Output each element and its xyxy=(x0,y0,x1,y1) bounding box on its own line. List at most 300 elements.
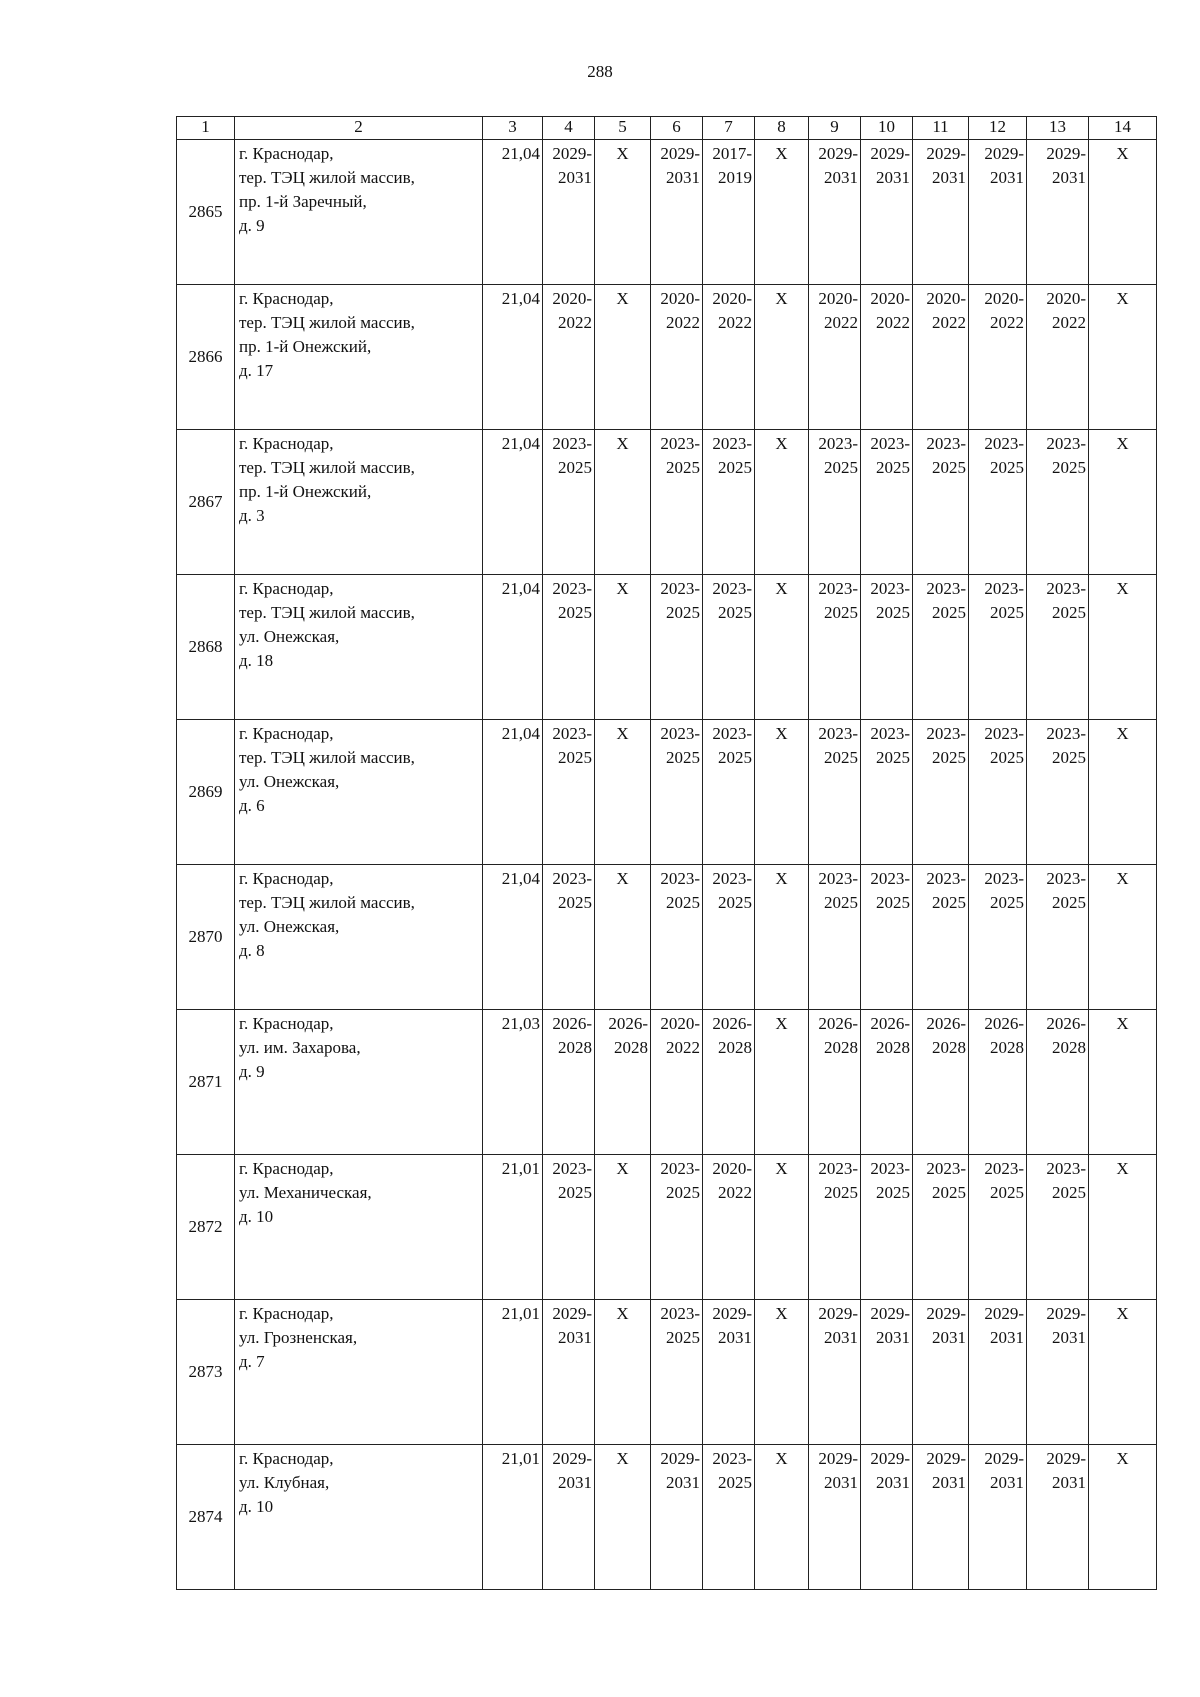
cell-line: 2023- xyxy=(984,434,1024,453)
area-cell: 21,01 xyxy=(483,1300,543,1445)
cell-c5 xyxy=(595,1010,651,1155)
cell-line: X xyxy=(616,144,629,163)
cell-line: 2025 xyxy=(666,748,700,767)
cell-line: 2025 xyxy=(876,603,910,622)
cell-c13 xyxy=(1027,285,1089,430)
cell-line: 2017- xyxy=(712,144,752,163)
cell-line: 2023- xyxy=(984,579,1024,598)
cell-c14 xyxy=(1089,140,1157,285)
area-cell: 21,04 xyxy=(483,720,543,865)
cell-c12 xyxy=(969,720,1027,865)
cell-line: 2031 xyxy=(990,1328,1024,1347)
address-line: д. 8 xyxy=(239,941,265,960)
table-row xyxy=(177,285,1157,430)
cell-c13 xyxy=(1027,1445,1089,1590)
cell-line: 2025 xyxy=(666,603,700,622)
row-number: 2873 xyxy=(177,1300,235,1445)
cell-line: 2031 xyxy=(558,1473,592,1492)
cell-c14 xyxy=(1089,1300,1157,1445)
cell-line: 2025 xyxy=(824,893,858,912)
address-line: г. Краснодар, xyxy=(239,1304,334,1323)
cell-line: 2031 xyxy=(666,168,700,187)
cell-line: 2029- xyxy=(552,1304,592,1323)
column-header-5: 5 xyxy=(595,117,651,140)
cell-line: 2029- xyxy=(1046,1304,1086,1323)
cell-line: 2023- xyxy=(818,434,858,453)
cell-c8 xyxy=(755,285,809,430)
cell-line: 2023- xyxy=(870,579,910,598)
area-cell: 21,03 xyxy=(483,1010,543,1155)
address-line: г. Краснодар, xyxy=(239,1014,334,1033)
area-cell: 21,04 xyxy=(483,285,543,430)
cell-line: 2029- xyxy=(926,1449,966,1468)
cell-line: 2025 xyxy=(824,748,858,767)
table-row xyxy=(177,720,1157,865)
cell-c5 xyxy=(595,720,651,865)
cell-c14 xyxy=(1089,1155,1157,1300)
cell-line: 2020- xyxy=(660,289,700,308)
cell-c7 xyxy=(703,140,755,285)
cell-line: 2026- xyxy=(818,1014,858,1033)
cell-c6 xyxy=(651,1300,703,1445)
cell-line: 2025 xyxy=(876,893,910,912)
cell-line: 2023- xyxy=(552,869,592,888)
cell-c5 xyxy=(595,865,651,1010)
cell-c6 xyxy=(651,1010,703,1155)
cell-c13 xyxy=(1027,720,1089,865)
cell-line: 2020- xyxy=(870,289,910,308)
address-line: тер. ТЭЦ жилой массив, xyxy=(239,168,415,187)
cell-c8 xyxy=(755,140,809,285)
cell-c8 xyxy=(755,430,809,575)
cell-c9 xyxy=(809,865,861,1010)
cell-c6 xyxy=(651,720,703,865)
table-row xyxy=(177,140,1157,285)
cell-line: 2031 xyxy=(558,1328,592,1347)
cell-line: 2020- xyxy=(660,1014,700,1033)
cell-line: 2025 xyxy=(932,748,966,767)
cell-c13 xyxy=(1027,1010,1089,1155)
address-line: пр. 1-й Онежский, xyxy=(239,337,372,356)
row-number: 2872 xyxy=(177,1155,235,1300)
address-line: г. Краснодар, xyxy=(239,869,334,888)
address-line: тер. ТЭЦ жилой массив, xyxy=(239,313,415,332)
cell-line: 2022 xyxy=(990,313,1024,332)
cell-line: 2031 xyxy=(876,1328,910,1347)
cell-line: 2025 xyxy=(666,1328,700,1347)
cell-line: 2022 xyxy=(666,313,700,332)
cell-line: 2022 xyxy=(558,313,592,332)
column-header-1: 1 xyxy=(177,117,235,140)
address-line: г. Краснодар, xyxy=(239,1449,334,1468)
column-header-12: 12 xyxy=(969,117,1027,140)
row-number: 2866 xyxy=(177,285,235,430)
cell-line: X xyxy=(616,434,629,453)
cell-line: 2025 xyxy=(558,1183,592,1202)
cell-line: 2031 xyxy=(1052,168,1086,187)
cell-line: 2025 xyxy=(718,748,752,767)
cell-line: 2020- xyxy=(818,289,858,308)
cell-c13 xyxy=(1027,430,1089,575)
address-line: д. 9 xyxy=(239,1062,265,1081)
cell-line: 2020- xyxy=(926,289,966,308)
address-line: д. 17 xyxy=(239,361,274,380)
column-header-13: 13 xyxy=(1027,117,1089,140)
address-line: ул. Клубная, xyxy=(239,1473,330,1492)
address-cell xyxy=(235,140,483,285)
cell-c7 xyxy=(703,865,755,1010)
cell-line: X xyxy=(1116,869,1129,888)
cell-line: X xyxy=(616,289,629,308)
cell-line: 2031 xyxy=(932,168,966,187)
column-header-6: 6 xyxy=(651,117,703,140)
cell-line: 2028 xyxy=(876,1038,910,1057)
cell-c6 xyxy=(651,430,703,575)
table-row xyxy=(177,1155,1157,1300)
cell-c14 xyxy=(1089,430,1157,575)
cell-line: X xyxy=(775,1159,788,1178)
cell-line: 2031 xyxy=(932,1473,966,1492)
area-cell: 21,04 xyxy=(483,430,543,575)
area-cell: 21,01 xyxy=(483,1445,543,1590)
cell-line: 2031 xyxy=(824,168,858,187)
cell-line: 2025 xyxy=(666,1183,700,1202)
cell-line: 2029- xyxy=(926,1304,966,1323)
cell-line: 2023- xyxy=(818,869,858,888)
cell-line: 2029- xyxy=(1046,144,1086,163)
cell-line: X xyxy=(1116,1159,1129,1178)
cell-line: 2028 xyxy=(1052,1038,1086,1057)
row-number: 2871 xyxy=(177,1010,235,1155)
cell-line: 2031 xyxy=(824,1473,858,1492)
address-line: г. Краснодар, xyxy=(239,434,334,453)
cell-line: 2023- xyxy=(660,579,700,598)
address-cell xyxy=(235,865,483,1010)
cell-c7 xyxy=(703,1445,755,1590)
column-header-14: 14 xyxy=(1089,117,1157,140)
cell-line: 2023- xyxy=(984,869,1024,888)
cell-c10 xyxy=(861,720,913,865)
cell-line: 2025 xyxy=(876,1183,910,1202)
cell-line: 2022 xyxy=(1052,313,1086,332)
cell-line: 2020- xyxy=(1046,289,1086,308)
column-header-2: 2 xyxy=(235,117,483,140)
address-line: ул. Механическая, xyxy=(239,1183,372,1202)
cell-c10 xyxy=(861,285,913,430)
cell-line: 2023- xyxy=(660,1304,700,1323)
cell-line: 2031 xyxy=(558,168,592,187)
cell-c9 xyxy=(809,1445,861,1590)
cell-c10 xyxy=(861,430,913,575)
cell-c10 xyxy=(861,1010,913,1155)
cell-line: 2031 xyxy=(990,168,1024,187)
cell-line: 2026- xyxy=(712,1014,752,1033)
cell-c7 xyxy=(703,1010,755,1155)
cell-line: X xyxy=(775,1304,788,1323)
cell-c10 xyxy=(861,1300,913,1445)
cell-line: 2022 xyxy=(666,1038,700,1057)
table-body xyxy=(177,140,1157,1590)
row-number: 2865 xyxy=(177,140,235,285)
cell-line: 2023- xyxy=(818,724,858,743)
cell-line: 2029- xyxy=(818,144,858,163)
address-cell xyxy=(235,1300,483,1445)
cell-line: X xyxy=(616,724,629,743)
cell-c14 xyxy=(1089,720,1157,865)
cell-line: 2023- xyxy=(1046,1159,1086,1178)
cell-line: X xyxy=(775,289,788,308)
cell-c11 xyxy=(913,140,969,285)
cell-c11 xyxy=(913,1010,969,1155)
cell-c4 xyxy=(543,1445,595,1590)
row-number: 2874 xyxy=(177,1445,235,1590)
cell-line: 2031 xyxy=(876,168,910,187)
cell-line: X xyxy=(616,869,629,888)
cell-c12 xyxy=(969,140,1027,285)
cell-line: 2029- xyxy=(552,1449,592,1468)
address-line: д. 7 xyxy=(239,1352,265,1371)
cell-c11 xyxy=(913,865,969,1010)
cell-line: 2025 xyxy=(558,748,592,767)
cell-c12 xyxy=(969,575,1027,720)
address-cell xyxy=(235,1445,483,1590)
row-number: 2868 xyxy=(177,575,235,720)
cell-c9 xyxy=(809,430,861,575)
cell-line: 2025 xyxy=(1052,748,1086,767)
cell-line: X xyxy=(1116,289,1129,308)
cell-line: 2026- xyxy=(552,1014,592,1033)
column-header-9: 9 xyxy=(809,117,861,140)
cell-line: X xyxy=(616,1159,629,1178)
address-cell xyxy=(235,1010,483,1155)
cell-line: X xyxy=(1116,724,1129,743)
address-line: тер. ТЭЦ жилой массив, xyxy=(239,603,415,622)
cell-c12 xyxy=(969,1445,1027,1590)
cell-line: 2029- xyxy=(818,1304,858,1323)
cell-c5 xyxy=(595,285,651,430)
cell-c9 xyxy=(809,720,861,865)
cell-c9 xyxy=(809,575,861,720)
cell-line: 2031 xyxy=(666,1473,700,1492)
cell-c7 xyxy=(703,1300,755,1445)
cell-c11 xyxy=(913,285,969,430)
address-line: пр. 1-й Онежский, xyxy=(239,482,372,501)
address-line: д. 6 xyxy=(239,796,265,815)
cell-c5 xyxy=(595,575,651,720)
cell-line: 2023- xyxy=(1046,724,1086,743)
cell-line: 2025 xyxy=(990,1183,1024,1202)
cell-line: 2025 xyxy=(558,603,592,622)
cell-c7 xyxy=(703,575,755,720)
cell-c4 xyxy=(543,575,595,720)
address-cell xyxy=(235,285,483,430)
table-row xyxy=(177,1445,1157,1590)
cell-line: 2023- xyxy=(984,724,1024,743)
table-row xyxy=(177,1300,1157,1445)
cell-c13 xyxy=(1027,865,1089,1010)
cell-line: X xyxy=(775,1014,788,1033)
cell-line: 2026- xyxy=(608,1014,648,1033)
cell-line: 2031 xyxy=(824,1328,858,1347)
cell-c10 xyxy=(861,140,913,285)
cell-line: 2020- xyxy=(712,1159,752,1178)
cell-line: 2023- xyxy=(660,1159,700,1178)
address-cell xyxy=(235,430,483,575)
registry-table xyxy=(176,116,1157,1590)
cell-line: 2019 xyxy=(718,168,752,187)
cell-c13 xyxy=(1027,1155,1089,1300)
cell-c14 xyxy=(1089,575,1157,720)
cell-line: 2025 xyxy=(990,458,1024,477)
cell-line: 2029- xyxy=(660,1449,700,1468)
cell-c6 xyxy=(651,865,703,1010)
cell-line: 2023- xyxy=(870,434,910,453)
cell-line: 2023- xyxy=(552,434,592,453)
address-cell xyxy=(235,720,483,865)
cell-c9 xyxy=(809,140,861,285)
cell-c5 xyxy=(595,1300,651,1445)
cell-c10 xyxy=(861,1155,913,1300)
cell-c11 xyxy=(913,575,969,720)
cell-c8 xyxy=(755,1300,809,1445)
cell-line: 2023- xyxy=(870,724,910,743)
address-line: г. Краснодар, xyxy=(239,144,334,163)
cell-c7 xyxy=(703,285,755,430)
cell-line: 2022 xyxy=(876,313,910,332)
cell-line: 2028 xyxy=(824,1038,858,1057)
cell-line: X xyxy=(775,579,788,598)
cell-line: 2025 xyxy=(876,458,910,477)
cell-c11 xyxy=(913,1300,969,1445)
cell-line: 2031 xyxy=(1052,1328,1086,1347)
cell-line: 2025 xyxy=(990,603,1024,622)
cell-c4 xyxy=(543,865,595,1010)
cell-line: 2023- xyxy=(1046,579,1086,598)
cell-line: 2029- xyxy=(926,144,966,163)
cell-c7 xyxy=(703,430,755,575)
cell-line: 2031 xyxy=(932,1328,966,1347)
address-line: тер. ТЭЦ жилой массив, xyxy=(239,748,415,767)
cell-c9 xyxy=(809,1010,861,1155)
cell-line: 2031 xyxy=(876,1473,910,1492)
cell-line: 2028 xyxy=(718,1038,752,1057)
cell-line: 2029- xyxy=(712,1304,752,1323)
cell-line: 2025 xyxy=(932,893,966,912)
address-line: ул. Онежская, xyxy=(239,917,340,936)
cell-c8 xyxy=(755,575,809,720)
cell-line: 2023- xyxy=(712,724,752,743)
cell-c11 xyxy=(913,720,969,865)
cell-c10 xyxy=(861,865,913,1010)
table-row xyxy=(177,430,1157,575)
column-header-8: 8 xyxy=(755,117,809,140)
cell-line: X xyxy=(775,724,788,743)
cell-line: 2025 xyxy=(666,458,700,477)
area-cell: 21,04 xyxy=(483,865,543,1010)
cell-c12 xyxy=(969,1010,1027,1155)
cell-line: 2023- xyxy=(712,579,752,598)
cell-line: 2022 xyxy=(932,313,966,332)
cell-line: 2029- xyxy=(870,1304,910,1323)
cell-c8 xyxy=(755,720,809,865)
cell-line: 2022 xyxy=(718,313,752,332)
area-cell: 21,04 xyxy=(483,140,543,285)
cell-c14 xyxy=(1089,1010,1157,1155)
address-line: ул. Грозненская, xyxy=(239,1328,358,1347)
column-header-4: 4 xyxy=(543,117,595,140)
cell-line: 2025 xyxy=(718,603,752,622)
cell-line: 2023- xyxy=(660,724,700,743)
cell-line: X xyxy=(775,1449,788,1468)
area-cell: 21,01 xyxy=(483,1155,543,1300)
table-row xyxy=(177,575,1157,720)
cell-c6 xyxy=(651,140,703,285)
cell-line: 2025 xyxy=(1052,458,1086,477)
cell-line: X xyxy=(616,579,629,598)
cell-line: 2026- xyxy=(1046,1014,1086,1033)
cell-line: 2023- xyxy=(712,869,752,888)
cell-c11 xyxy=(913,1155,969,1300)
cell-line: 2025 xyxy=(718,458,752,477)
cell-c9 xyxy=(809,285,861,430)
cell-line: X xyxy=(616,1449,629,1468)
column-header-7: 7 xyxy=(703,117,755,140)
cell-line: 2023- xyxy=(552,724,592,743)
cell-line: 2023- xyxy=(818,579,858,598)
cell-line: 2023- xyxy=(712,1449,752,1468)
header-row xyxy=(177,117,1157,140)
cell-line: 2025 xyxy=(876,748,910,767)
cell-line: 2025 xyxy=(932,603,966,622)
cell-line: 2029- xyxy=(870,144,910,163)
cell-line: X xyxy=(1116,1014,1129,1033)
cell-c9 xyxy=(809,1155,861,1300)
cell-c4 xyxy=(543,1300,595,1445)
cell-c9 xyxy=(809,1300,861,1445)
cell-line: 2023- xyxy=(1046,869,1086,888)
cell-line: 2025 xyxy=(666,893,700,912)
cell-line: 2022 xyxy=(824,313,858,332)
cell-line: 2028 xyxy=(932,1038,966,1057)
address-line: г. Краснодар, xyxy=(239,579,334,598)
address-line: ул. им. Захарова, xyxy=(239,1038,361,1057)
cell-line: 2025 xyxy=(558,893,592,912)
cell-line: 2023- xyxy=(926,1159,966,1178)
cell-c8 xyxy=(755,865,809,1010)
cell-line: 2029- xyxy=(984,1304,1024,1323)
address-line: пр. 1-й Заречный, xyxy=(239,192,367,211)
cell-c5 xyxy=(595,140,651,285)
cell-line: 2028 xyxy=(990,1038,1024,1057)
cell-c8 xyxy=(755,1010,809,1155)
row-number: 2869 xyxy=(177,720,235,865)
address-cell xyxy=(235,1155,483,1300)
cell-line: X xyxy=(775,434,788,453)
cell-line: 2025 xyxy=(990,748,1024,767)
cell-line: 2029- xyxy=(984,1449,1024,1468)
cell-line: X xyxy=(775,144,788,163)
cell-c11 xyxy=(913,1445,969,1590)
cell-line: 2023- xyxy=(926,724,966,743)
cell-line: 2025 xyxy=(932,458,966,477)
page-number: 288 xyxy=(587,62,613,81)
address-line: г. Краснодар, xyxy=(239,724,334,743)
cell-c4 xyxy=(543,140,595,285)
cell-c10 xyxy=(861,575,913,720)
cell-c14 xyxy=(1089,285,1157,430)
cell-line: 2025 xyxy=(1052,893,1086,912)
cell-c6 xyxy=(651,285,703,430)
